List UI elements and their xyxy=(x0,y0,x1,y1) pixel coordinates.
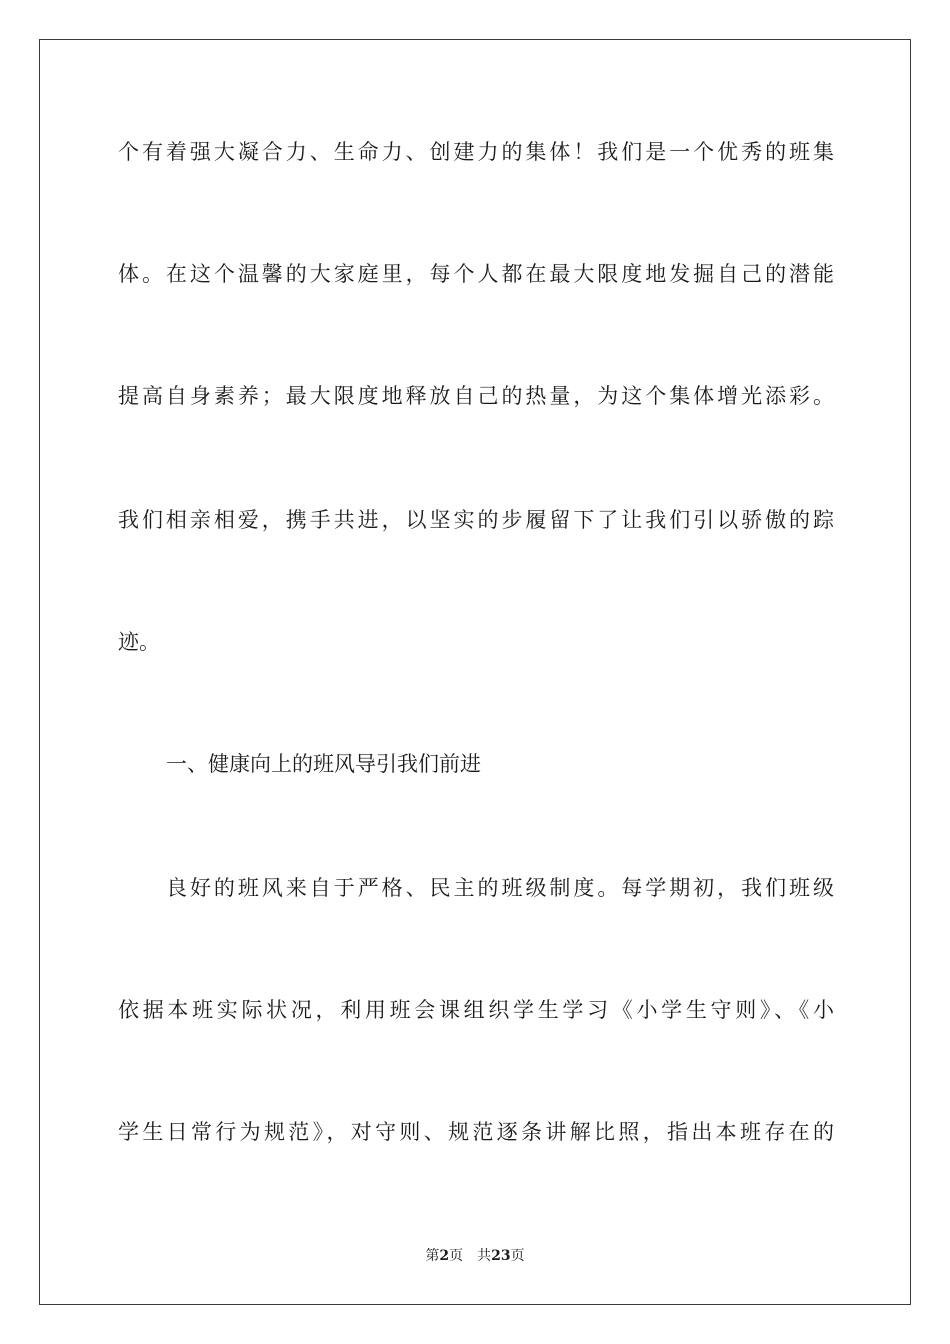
footer-total-suffix: 页 xyxy=(510,1248,525,1264)
body-line-2: 体。在这个温馨的大家庭里，每个人都在最大限度地发掘自己的潜能 xyxy=(118,262,834,286)
footer-total-prefix: 共 xyxy=(477,1248,492,1264)
page-frame xyxy=(39,39,911,1305)
footer-total-number: 23 xyxy=(491,1248,511,1264)
footer-page-suffix: 页 xyxy=(449,1248,464,1264)
body-line-9: 学生日常行为规范》，对守则、规范逐条讲解比照，指出本班存在的 xyxy=(118,1120,834,1144)
body-line-7: 良好的班风来自于严格、民主的班级制度。每学期初，我们班级 xyxy=(166,876,834,900)
footer-page-prefix: 第 xyxy=(425,1248,440,1264)
footer-page-number: 2 xyxy=(439,1248,450,1264)
body-line-4: 我们相亲相爱，携手共进，以坚实的步履留下了让我们引以骄傲的踪 xyxy=(118,508,834,532)
body-line-5: 迹。 xyxy=(118,630,160,654)
section-heading: 一、健康向上的班风导引我们前进 xyxy=(166,752,481,776)
body-line-1: 个有着强大凝合力、生命力、创建力的集体！我们是一个优秀的班集 xyxy=(118,140,834,164)
body-line-8: 依据本班实际状况，利用班会课组织学生学习《小学生守则》、《小 xyxy=(118,998,834,1022)
page-footer xyxy=(0,1246,950,1266)
body-line-3: 提高自身素养；最大限度地释放自己的热量，为这个集体增光添彩。 xyxy=(118,384,834,408)
